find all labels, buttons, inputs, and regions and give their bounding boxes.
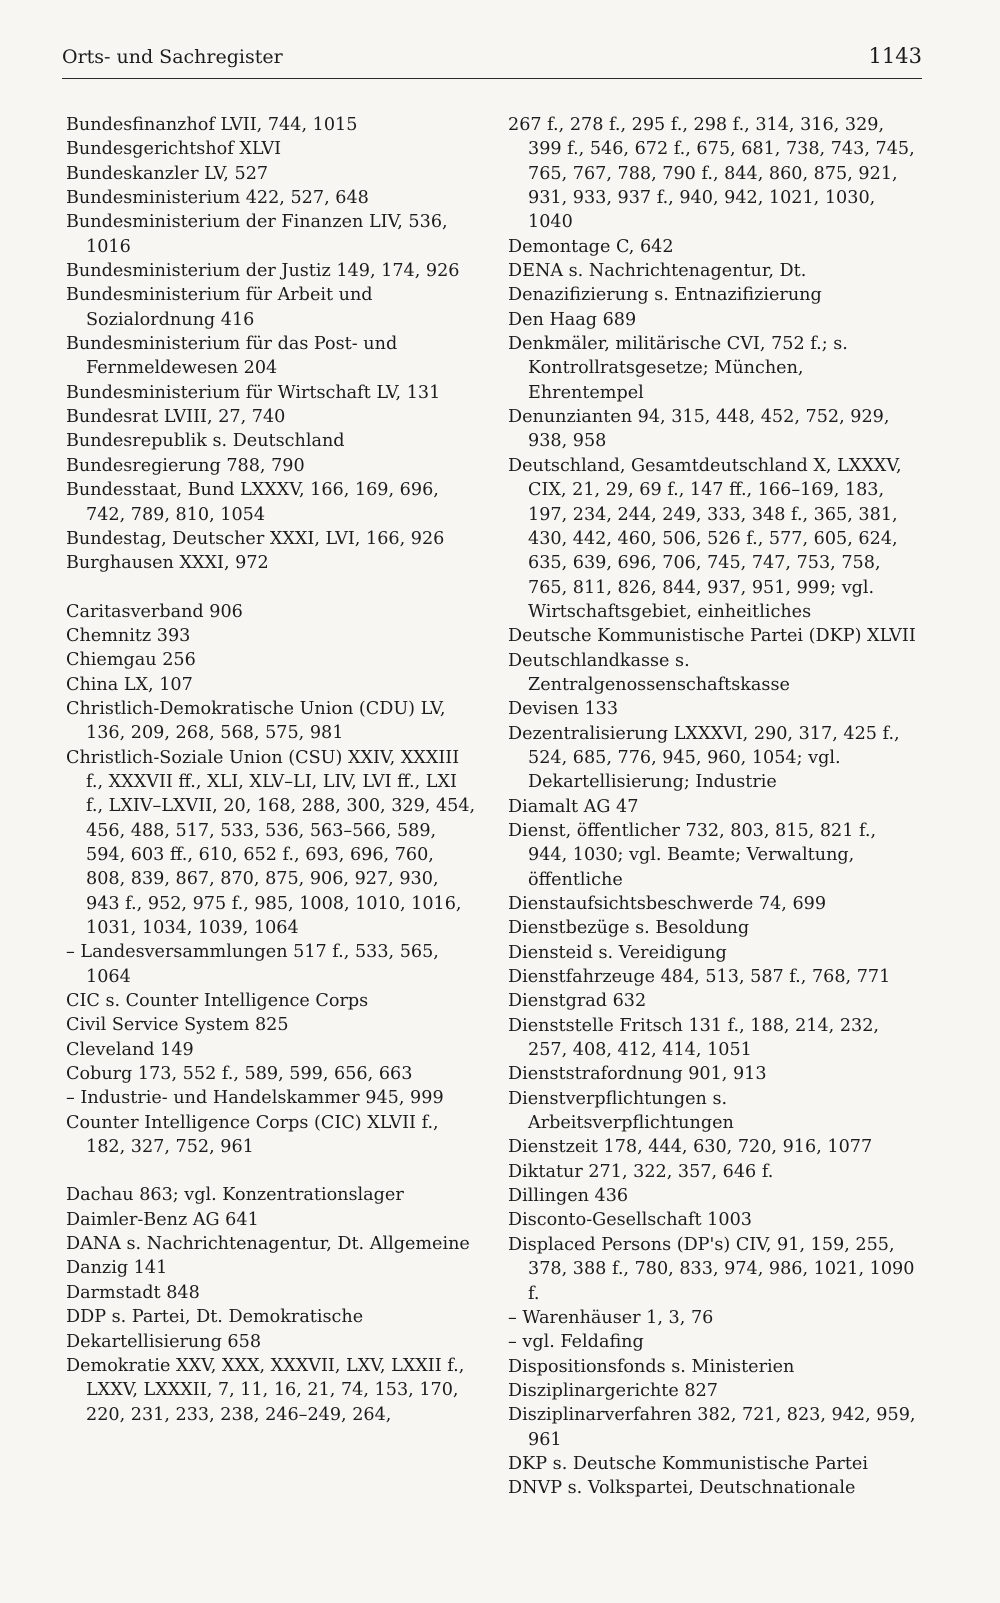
index-entry: Christlich-Demokratische Union (CDU) LV, 136, 209, 268, 568, 575, 981 bbox=[66, 698, 446, 744]
index-entry: Dienststrafordnung 901, 913 bbox=[508, 1064, 767, 1085]
index-entry: Bundesministerium für Arbeit und Sozialordnung 416 bbox=[66, 285, 373, 330]
index-entry: Bundesregierung 788, 790 bbox=[66, 455, 305, 476]
index-entry: Bundesfinanzhof LVII, 744, 1015 bbox=[66, 115, 358, 135]
index-entry: Bundesministerium für Wirtschaft LV, 131 bbox=[66, 382, 441, 403]
index-entry: Bundesministerium der Justiz 149, 174, 926 bbox=[66, 261, 460, 282]
index-entry: Cleveland 149 bbox=[66, 1039, 194, 1060]
index-entry: Dienstfahrzeuge 484, 513, 587 f., 768, 771 bbox=[508, 967, 891, 988]
index-entry: Danzig 141 bbox=[66, 1258, 168, 1279]
index-entry: DANA s. Nachrichtenagentur, Dt. Allgemeine bbox=[66, 1234, 470, 1255]
index-entry: Dillingen 436 bbox=[508, 1186, 629, 1207]
index-entry: Darmstadt 848 bbox=[66, 1282, 200, 1303]
index-entry: Chemnitz 393 bbox=[66, 625, 191, 646]
index-entry: Denkmäler, militärische CVI, 752 f.; s. Kontrollratsgesetze; München, Ehrentempel bbox=[508, 334, 848, 403]
index-entry: Daimler-Benz AG 641 bbox=[66, 1209, 259, 1230]
index-entry: Disziplinargerichte 827 bbox=[508, 1380, 718, 1401]
index-entry: Dezentralisierung LXXXVI, 290, 317, 425 f., 524, 685, 776, 945, 960, 1054; vgl. Dekartellisierung; Industrie bbox=[508, 723, 900, 793]
index-entry: – vgl. Feldafing bbox=[508, 1332, 644, 1353]
index-entry: Deutschland, Gesamtdeutschland X, LXXXV, CIX, 21, 29, 69 f., 147 ff., 166–169, 183, 197, 234, 244, 249, 333, 348 f., 365, 381, 430, 442, 460, 506, 526 f., 577, 605, 624, 635, 639, 696, 706, 745, 747, 753, 758, 765, 811, 826, 844, 937, 951, 999; vgl. Wirtschaftsgebiet, einheitliches bbox=[508, 455, 902, 622]
index-entry: DKP s. Deutsche Kommunistische Partei bbox=[508, 1453, 868, 1474]
index-entry: China LX, 107 bbox=[66, 674, 193, 695]
index-entry: Bundesstaat, Bund LXXXV, 166, 169, 696, 742, 789, 810, 1054 bbox=[66, 480, 439, 525]
index-entry: Dienstverpflichtungen s. Arbeitsverpflichtungen bbox=[508, 1088, 734, 1134]
index-entry: Bundesministerium 422, 527, 648 bbox=[66, 188, 369, 209]
index-entry: – Industrie- und Handelskammer 945, 999 bbox=[66, 1088, 444, 1109]
index-entry: Bundestag, Deutscher XXXI, LVI, 166, 926 bbox=[66, 528, 445, 549]
index-entry: Bundesministerium für das Post- und Fernmeldewesen 204 bbox=[66, 334, 398, 379]
index-entry: Caritasverband 906 bbox=[66, 601, 243, 622]
index-entry: Dienstaufsichtsbeschwerde 74, 699 bbox=[508, 894, 827, 914]
index-entry: Dachau 863; vgl. Konzentrationslager bbox=[66, 1185, 404, 1206]
index-entry: – Landesversammlungen 517 f., 533, 565, 1064 bbox=[66, 942, 439, 987]
index-entry: Dienst, öffentlicher 732, 803, 815, 821 f., 944, 1030; vgl. Beamte; Verwaltung, öffentliche bbox=[508, 820, 877, 890]
index-entry: Coburg 173, 552 f., 589, 599, 656, 663 bbox=[66, 1064, 413, 1085]
index-entry: Dienstzeit 178, 444, 630, 720, 916, 1077 bbox=[508, 1137, 873, 1158]
index-entry: Deutsche Kommunistische Partei (DKP) XLVII bbox=[508, 626, 916, 647]
index-entry: CIC s. Counter Intelligence Corps bbox=[66, 991, 369, 1012]
index-entry: Dienstbezüge s. Besoldung bbox=[508, 918, 750, 939]
index-entry: Counter Intelligence Corps (CIC) XLVII f., 182, 327, 752, 961 bbox=[66, 1112, 439, 1158]
index-entry: Denazifizierung s. Entnazifizierung bbox=[508, 285, 822, 306]
index-entry: DNVP s. Volkspartei, Deutschnationale bbox=[508, 1478, 856, 1499]
index-entry: Civil Service System 825 bbox=[66, 1015, 289, 1036]
index-entry: Burghausen XXXI, 972 bbox=[66, 553, 269, 574]
index-entry: Diamalt AG 47 bbox=[508, 796, 639, 817]
index-entry: Bundesrat LVIII, 27, 740 bbox=[66, 407, 286, 428]
index-entry: Dispositionsfonds s. Ministerien bbox=[508, 1356, 795, 1377]
running-header bbox=[62, 42, 922, 79]
index-entry: Den Haag 689 bbox=[508, 309, 637, 330]
index-entry: Denunzianten 94, 315, 448, 452, 752, 929, 938, 958 bbox=[508, 407, 890, 452]
index-column-left bbox=[66, 113, 476, 1427]
index-entry: Disconto-Gesellschaft 1003 bbox=[508, 1210, 752, 1231]
index-entry: DENA s. Nachrichtenagentur, Dt. bbox=[508, 261, 807, 282]
index-entry: Chiemgau 256 bbox=[66, 650, 196, 671]
index-entry: Demokratie XXV, XXX, XXXVII, LXV, LXXII f., LXXV, LXXXII, 7, 11, 16, 21, 74, 153, 170, 220, 231, 233, 238, 246–249, 264, bbox=[66, 1355, 465, 1425]
index-entry: – Warenhäuser 1, 3, 76 bbox=[508, 1307, 714, 1328]
index-entry: Disziplinarverfahren 382, 721, 823, 942, 959, 961 bbox=[508, 1405, 916, 1450]
index-entry: Devisen 133 bbox=[508, 699, 619, 720]
index-entry: 267 f., 278 f., 295 f., 298 f., 314, 316, 329, 399 f., 546, 672 f., 675, 681, 738, 743, 745, 765, 767, 788, 790 f., 844, 860, 875, 921, 931, 933, 937 f., 940, 942, 1021, 1030, 1040 bbox=[508, 115, 915, 233]
index-entry: Demontage C, 642 bbox=[508, 236, 674, 257]
index-entry: Diktatur 271, 322, 357, 646 f. bbox=[508, 1161, 774, 1182]
index-entry: Christlich-Soziale Union (CSU) XXIV, XXXIII f., XXXVII ff., XLI, XLV–LI, LIV, LVI ff., LXI f., LXIV–LXVII, 20, 168, 288, 300, 329, 454, 456, 488, 517, 533, 536, 563–566, 589, 594, 603 ff., 610, 652 f., 693, 696, 760, 808, 839, 867, 870, 875, 906, 927, 930, 943 f., 952, 975 f., 985, 1008, 1010, 1016, 1031, 1034, 1039, 1064 bbox=[66, 747, 476, 938]
index-column-right bbox=[508, 113, 918, 1501]
index-entry: Bundesgerichtshof XLVI bbox=[66, 139, 282, 160]
index-entry: Dienststelle Fritsch 131 f., 188, 214, 232, 257, 408, 412, 414, 1051 bbox=[508, 1015, 880, 1061]
index-entry: Dienstgrad 632 bbox=[508, 991, 647, 1012]
page-number: 1143 bbox=[868, 44, 922, 68]
index-entry: Bundesrepublik s. Deutschland bbox=[66, 431, 345, 452]
index-entry: Diensteid s. Vereidigung bbox=[508, 942, 727, 963]
index-entry: Dekartellisierung 658 bbox=[66, 1331, 262, 1352]
index-entry: Deutschlandkasse s. Zentralgenossenschaftskasse bbox=[508, 650, 790, 695]
index-entry: Bundeskanzler LV, 527 bbox=[66, 163, 269, 184]
index-entry: Bundesministerium der Finanzen LIV, 536, 1016 bbox=[66, 212, 448, 257]
index-entry: DDP s. Partei, Dt. Demokratische bbox=[66, 1307, 364, 1328]
index-entry: Displaced Persons (DP's) CIV, 91, 159, 255, 378, 388 f., 780, 833, 974, 986, 1021, 1090 f. bbox=[508, 1234, 915, 1304]
section-title: Orts- und Sachregister bbox=[62, 46, 283, 68]
